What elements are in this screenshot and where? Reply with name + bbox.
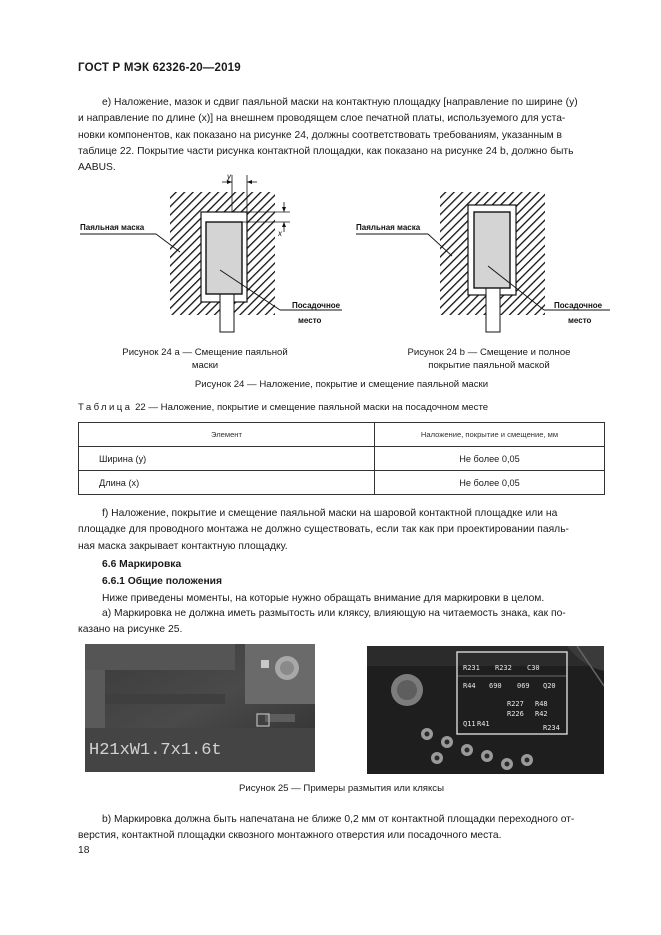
paragraph-line: ная маска закрывает контактную площадку. <box>78 540 288 552</box>
paragraph-line: Ниже приведены моменты, на которые нужно обращать внимание для маркировки в целом. <box>102 593 545 604</box>
document-header: ГОСТ Р МЭК 62326-20—2019 <box>78 62 241 74</box>
figure-24a-caption: Рисунок 24 a — Смещение паяльной маски <box>122 347 288 371</box>
table-cell: Не более 0,05 <box>375 471 605 495</box>
paragraph-line: верстия, контактной площадки сквозного монтажного отверстия или посадочного места. <box>78 830 502 842</box>
land-label-line2: место <box>568 316 592 325</box>
table-row <box>79 447 605 471</box>
paragraph-intro <box>78 591 598 607</box>
solder-mask-label: Паяльная маска <box>356 223 421 232</box>
land-pad <box>474 212 510 288</box>
blurred-marking-text: H21xW1.7x1.6t <box>89 741 222 760</box>
figure-24a-diagram <box>70 170 370 340</box>
pcb-label: 690 <box>489 682 502 690</box>
table-cell: Ширина (y) <box>79 447 375 471</box>
page-number: 18 <box>78 845 90 856</box>
figure-24-caption: Рисунок 24 — Наложение, покрытие и смещение паяльной маски <box>194 379 489 390</box>
land-label-line2: место <box>298 316 322 325</box>
pcb-label: R41 <box>477 720 490 728</box>
paragraph-b <box>78 812 598 845</box>
paragraph-line: и направление по длине (x)] на внешнем проводящем слое печатной платы, используемого для уста- <box>78 113 566 125</box>
paragraph-line: AABUS. <box>78 162 116 174</box>
table-22 <box>78 422 605 495</box>
paragraph-a <box>78 606 598 639</box>
paragraph-line: e) Наложение, мазок и сдвиг паяльной маски на контактную площадку [направление по ширине (y) <box>102 97 578 108</box>
table-cell: Не более 0,05 <box>375 447 605 471</box>
solder-mask-label: Паяльная маска <box>80 223 145 232</box>
paragraph-line: площадке для проводного монтажа не должно существовать, если так как при проектировании паяль- <box>78 524 569 536</box>
paragraph-line: таблице 22. Покрытие части рисунка контактной площадки, как показано на рисунке 24 b, должно быть <box>78 145 574 157</box>
paragraph-e <box>78 95 598 176</box>
paragraph-line: казано на рисунке 25. <box>78 624 183 636</box>
x-dim-label: x <box>278 229 282 238</box>
land-lead <box>220 292 234 332</box>
table-22-title: Таблица 22 — Наложение, покрытие и смещение паяльной маски на посадочном месте <box>78 402 489 413</box>
land-lead <box>486 288 500 332</box>
paragraph-line: f) Наложение, покрытие и смещение паяльной маски на шаровой контактной площадке или на <box>102 508 558 519</box>
pcb-label: R234 <box>543 724 560 732</box>
land-label-line1: Посадочное <box>292 301 341 310</box>
section-heading-6-6: 6.6 Маркировка <box>102 559 182 570</box>
figure-25-right-photo <box>367 646 604 774</box>
land-pad <box>206 222 242 294</box>
pcb-label: Q11 <box>463 720 476 728</box>
section-heading-6-6-1: 6.6.1 Общие положения <box>102 576 222 587</box>
figure-24b-diagram <box>348 170 628 340</box>
pcb-label: Q20 <box>543 682 556 690</box>
table-row <box>79 471 605 495</box>
table-header-cell: Элемент <box>79 423 375 447</box>
land-label-line1: Посадочное <box>554 301 603 310</box>
pcb-label: 069 <box>517 682 530 690</box>
figure-25-left-photo <box>85 644 315 772</box>
pcb-label: R232 <box>495 664 512 672</box>
paragraph-f <box>78 506 598 555</box>
pcb-label: R231 <box>463 664 480 672</box>
y-dim-label: y <box>227 172 231 181</box>
pcb-label: C30 <box>527 664 540 672</box>
pcb-label: R227 <box>507 700 524 708</box>
table-cell: Длина (x) <box>79 471 375 495</box>
paragraph-line: b) Маркировка должна быть напечатана не ближе 0,2 мм от контактной площадки переходного от- <box>102 814 575 825</box>
paragraph-line: новки компонентов, как показано на рисунке 24, должны соответствовать требованиям, указанным в <box>78 129 562 141</box>
pcb-label: R42 <box>535 710 548 718</box>
pcb-label: R48 <box>535 700 548 708</box>
pcb-label: R226 <box>507 710 524 718</box>
table-header-cell: Наложение, покрытие и смещение, мм <box>375 423 605 447</box>
figure-25-caption: Рисунок 25 — Примеры размытия или кляксы <box>238 783 444 794</box>
figure-24b-caption: Рисунок 24 b — Смещение и полное покрытие паяльной маской <box>407 347 571 371</box>
table-header-row <box>79 423 605 447</box>
pcb-label: R44 <box>463 682 476 690</box>
paragraph-line: a) Маркировка не должна иметь размытость или кляксу, влияющую на читаемость знака, как по- <box>102 608 566 619</box>
